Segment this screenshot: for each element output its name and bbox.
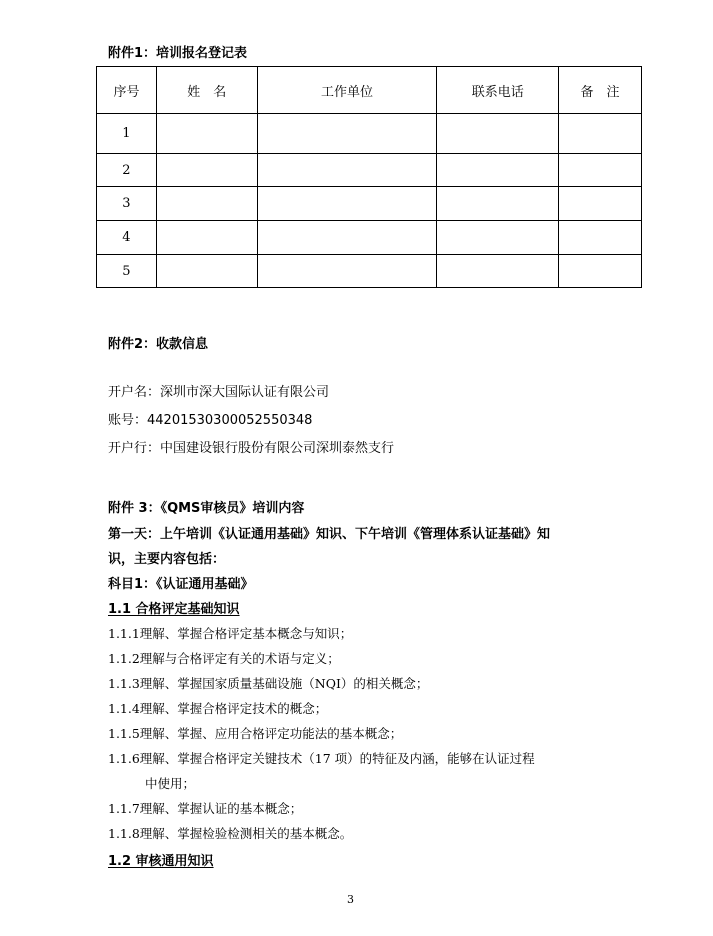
table-row — [97, 255, 642, 288]
cell-phone — [437, 187, 559, 221]
attachment3-title: 附件 3：《QMS审核员》培训内容 — [108, 501, 305, 516]
cell-name — [156, 221, 257, 255]
cell-unit — [257, 114, 437, 154]
col-header-name: 姓 名 — [156, 67, 257, 114]
section-1-2-title: 1.2 审核通用知识 — [108, 854, 214, 869]
col-header-no: 序号 — [97, 67, 157, 114]
col-header-unit: 工作单位 — [257, 67, 437, 114]
list-item: 1.1.1理解、掌握合格评定基本概念与知识； — [108, 626, 353, 641]
cell-note — [559, 154, 642, 187]
list-item: 1.1.2理解与合格评定有关的术语与定义； — [108, 651, 340, 666]
account-name: 开户名：深圳市深大国际认证有限公司 — [108, 385, 330, 400]
cell-unit — [257, 255, 437, 288]
table-row — [97, 114, 642, 154]
cell-unit — [257, 187, 437, 221]
cell-phone — [437, 255, 559, 288]
col-header-note: 备 注 — [559, 67, 642, 114]
cell-phone — [437, 221, 559, 255]
cell-unit — [257, 154, 437, 187]
list-item-continuation: 中使用； — [145, 776, 196, 791]
table-row — [97, 154, 642, 187]
cell-name — [156, 255, 257, 288]
subject1-title: 科目1：《认证通用基础》 — [108, 577, 254, 592]
cell-name — [156, 187, 257, 221]
day1-description-line1: 第一天：上午培训《认证通用基础》知识、下午培训《管理体系认证基础》知 — [108, 527, 551, 542]
cell-phone — [437, 114, 559, 154]
cell-no: 1 — [97, 114, 157, 154]
table-row — [97, 187, 642, 221]
registration-table — [96, 66, 642, 288]
bank-name: 开户行：中国建设银行股份有限公司深圳泰然支行 — [108, 441, 395, 456]
list-item: 1.1.4理解、掌握合格评定技术的概念； — [108, 701, 328, 716]
list-item: 1.1.8理解、掌握检验检测相关的基本概念。 — [108, 826, 353, 841]
cell-no: 2 — [97, 154, 157, 187]
cell-name — [156, 154, 257, 187]
cell-phone — [437, 154, 559, 187]
account-number: 账号：44201530300052550348 — [108, 413, 313, 428]
cell-note — [559, 187, 642, 221]
col-header-phone: 联系电话 — [437, 67, 559, 114]
cell-name — [156, 114, 257, 154]
table-row — [97, 221, 642, 255]
section-1-1-title: 1.1 合格评定基础知识 — [108, 602, 240, 617]
list-item: 1.1.3理解、掌握国家质量基础设施（NQI）的相关概念； — [108, 676, 429, 691]
attachment2-title: 附件2：收款信息 — [108, 337, 209, 352]
table-header-row — [97, 67, 642, 114]
cell-unit — [257, 221, 437, 255]
list-item: 1.1.7理解、掌握认证的基本概念； — [108, 801, 303, 816]
list-item: 1.1.6理解、掌握合格评定关键技术（17 项）的特征及内涵，能够在认证过程 — [108, 751, 535, 766]
cell-note — [559, 255, 642, 288]
cell-no: 5 — [97, 255, 157, 288]
page-number: 3 — [347, 893, 354, 906]
cell-note — [559, 114, 642, 154]
day1-description-line2: 识，主要内容包括： — [108, 552, 226, 567]
attachment1-title: 附件1：培训报名登记表 — [108, 46, 248, 61]
list-item: 1.1.5理解、掌握、应用合格评定功能法的基本概念； — [108, 726, 403, 741]
cell-note — [559, 221, 642, 255]
cell-no: 3 — [97, 187, 157, 221]
cell-no: 4 — [97, 221, 157, 255]
